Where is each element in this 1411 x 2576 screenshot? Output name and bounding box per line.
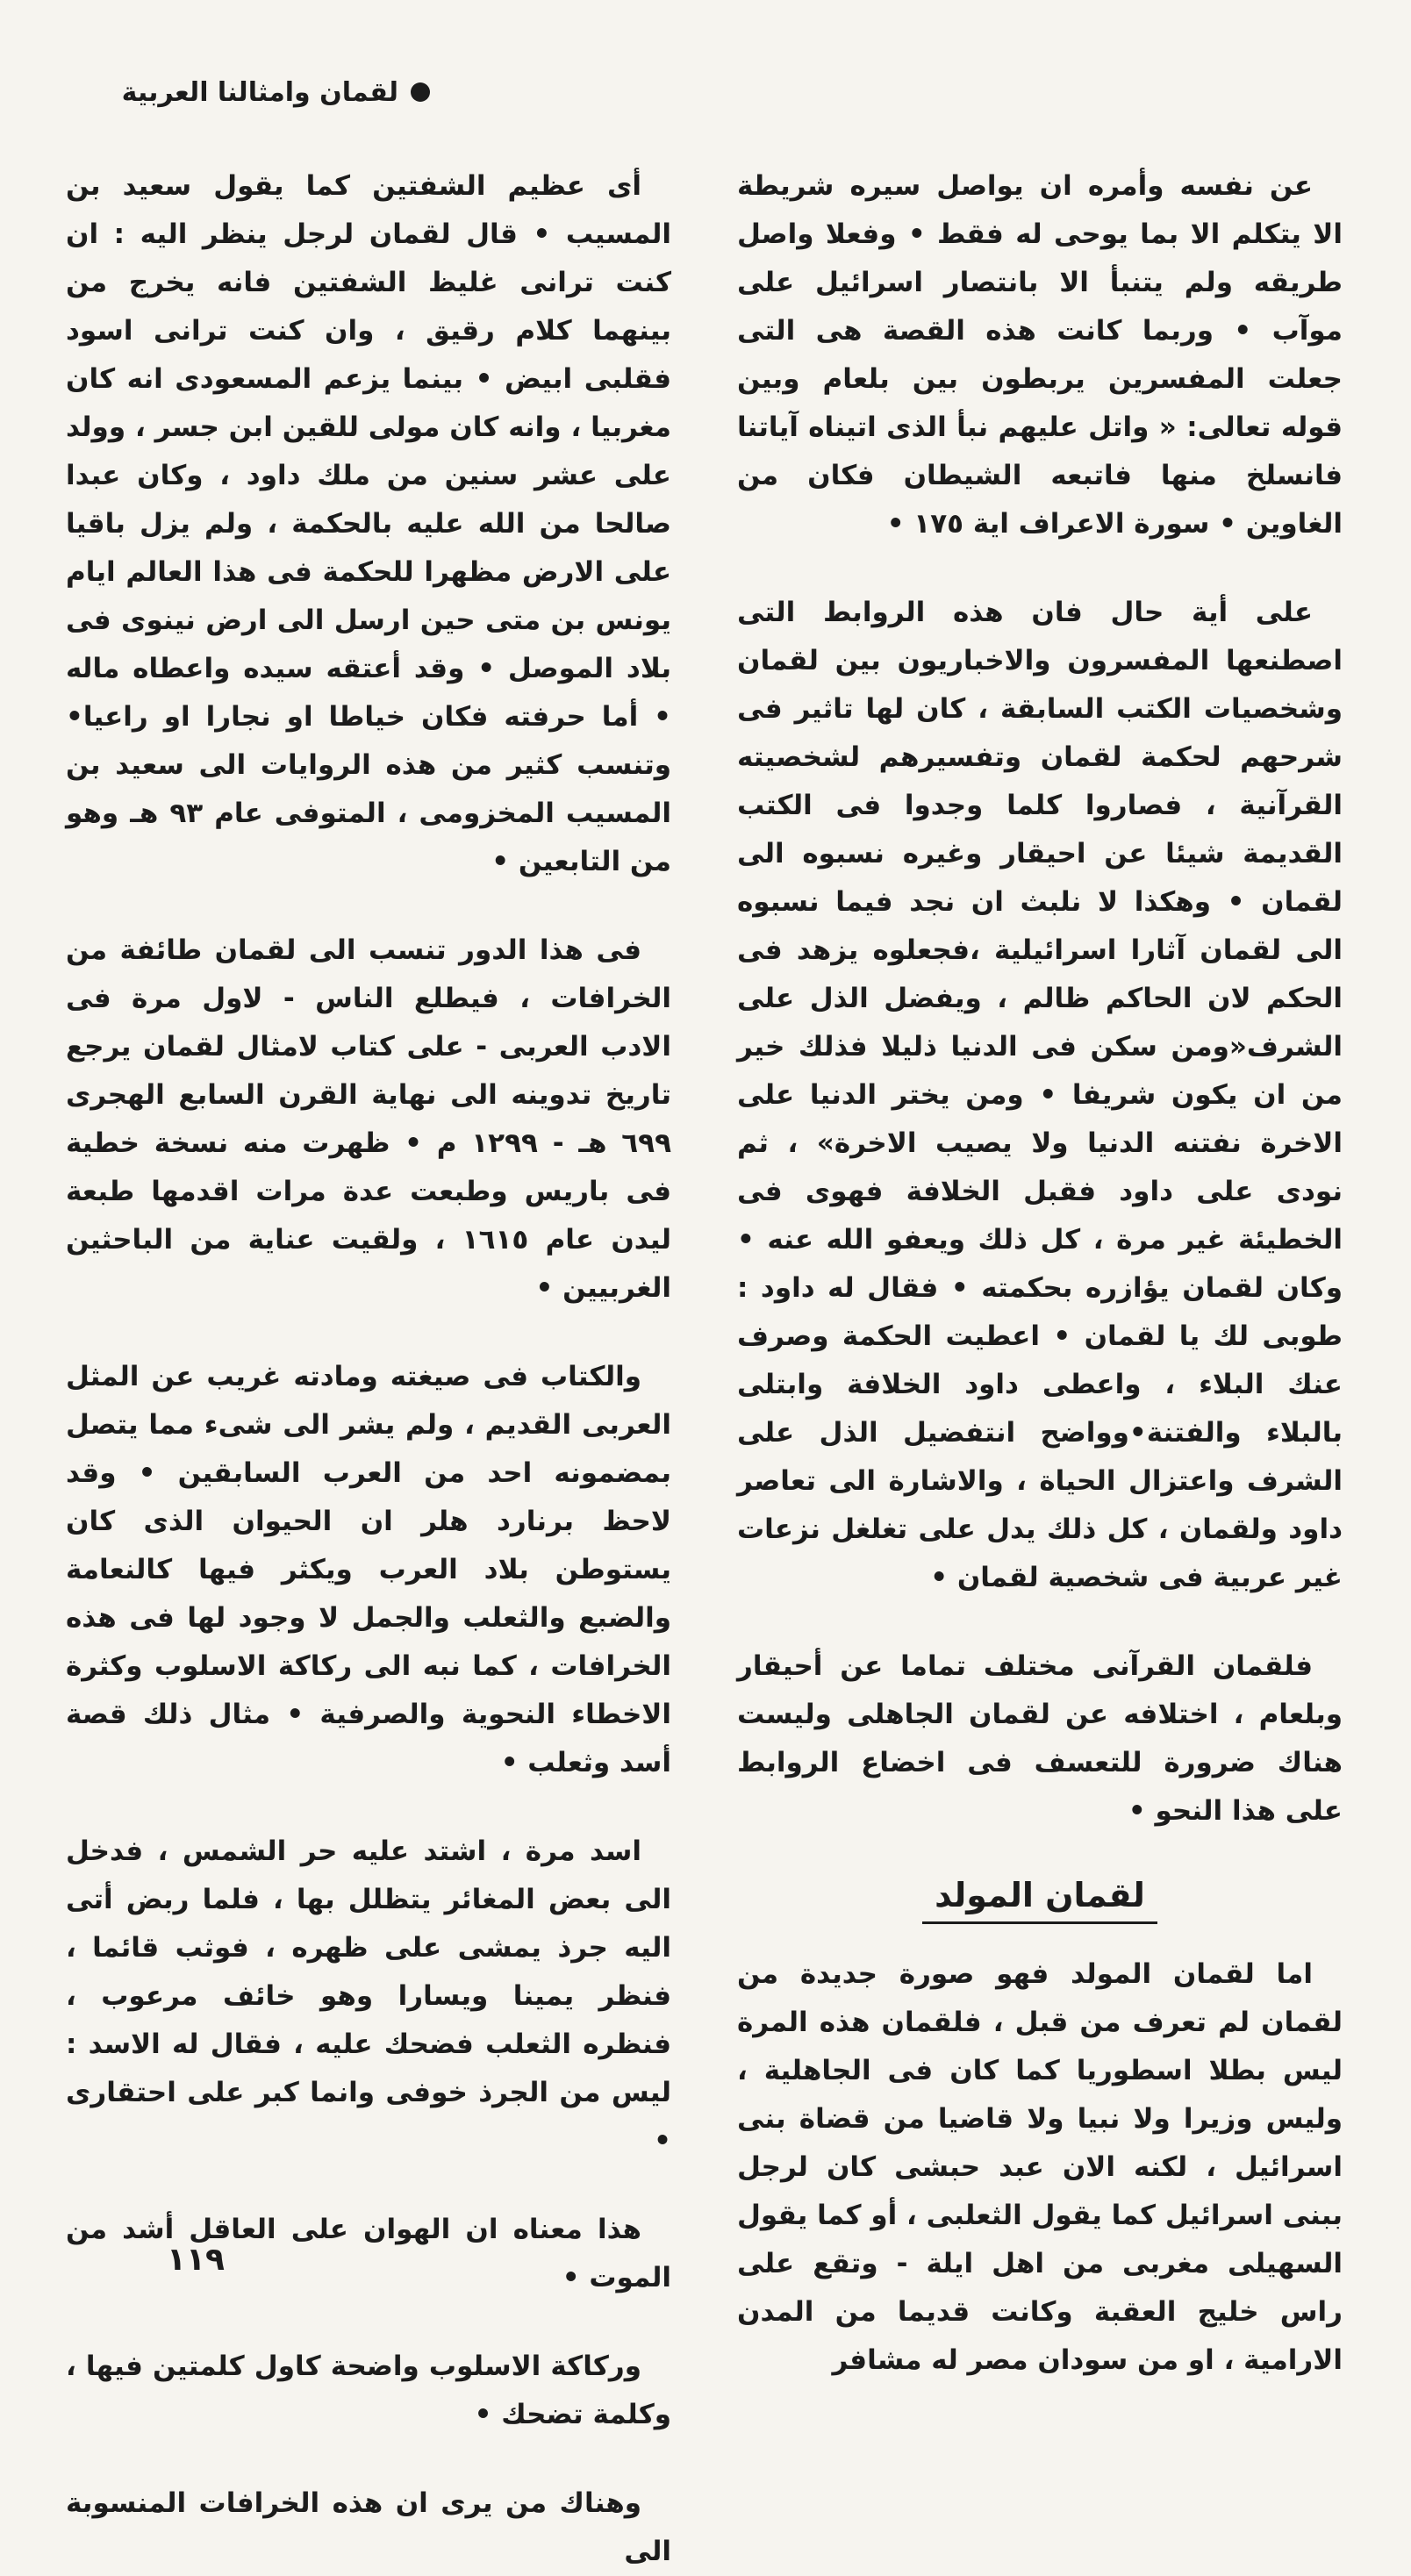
right-column — [737, 162, 1343, 2376]
page-number: ١١٩ — [167, 2242, 225, 2278]
bullet-icon — [411, 82, 430, 102]
paragraph: اما لقمان المولد فهو صورة جديدة من لقمان لم تعرف من قبل ، فلقمان هذه المرة ليس بطلا اسطوريا كما كان فى الجاهلية ، وليس وزيرا ولا نبيا ولا قاضيا من قضاة بنى اسرائيل ، لكنه الان عبد حبشى كان لرجل ببنى اسرائيل كما يقول الثعلبى ، أو كما يقول السهيلى مغربى من اهل ايلة - وتقع على راس خليج العقبة وكانت قديما من المدن الارامية ، او من سودان مصر له مشافر — [737, 1958, 1343, 2376]
paragraph: فى هذا الدور تنسب الى لقمان طائفة من الخرافات ، فيطلع الناس - لاول مرة فى الادب العربى - على كتاب لامثال لقمان يرجع تاريخ تدوينه الى نهاية القرن السابع الهجرى ٦٩٩ هـ - ١٢٩٩ م • ظهرت منه نسخة خطية فى باريس وطبعت عدة مرات اقدمها طبعة ليدن عام ١٦١٥ ، ولقيت عناية من الباحثين الغربيين • — [66, 934, 672, 1304]
paragraph: على أية حال فان هذه الروابط التى اصطنعها المفسرون والاخباريون بين لقمان وشخصيات الكتب السابقة ، كان لها تاثير فى شرحهم لحكمة لقمان وتفسيرهم لشخصيته القرآنية ، فصاروا كلما وجدوا فى الكتب القديمة شيئا عن احيقار وغيره نسبوه الى لقمان • وهكذا لا نلبث ان نجد فيما نسبوه الى لقمان آثارا اسرائيلية ،فجعلوه يزهد فى الحكم لان الحاكم ظالم ، ويفضل الذل على الشرف«ومن سكن فى الدنيا ذليلا فذلك خير من ان يكون شريفا • ومن يختر الدنيا على الاخرة نفتنه الدنيا ولا يصيب الاخرة» ، ثم نودى على داود فقبل الخلافة فهوى فى الخطيئة غير مرة ، كل ذلك ويعفو الله عنه • وكان لقمان يؤازره بحكمته • فقال له داود : طوبى لك يا لقمان • اعطيت الحكمة وصرف عنك البلاء ، واعطى داود الخلافة وابتلى بالبلاء والفتنة•وواضح انتفضيل الذل على الشرف واعتزال الحياة ، والاشارة الى تعاصر داود ولقمان ، كل ذلك يدل على تغلغل نزعات غير عربية فى شخصية لقمان • — [737, 597, 1343, 1593]
paragraph: هذا معناه ان الهوان على العاقل أشد من الموت • — [66, 2214, 671, 2293]
paragraph: عن نفسه وأمره ان يواصل سيره شريطة الا يتكلم الا بما يوحى له فقط • وفعلا واصل طريقه ولم يتنبأ الا بانتصار اسرائيل على موآب • وربما كانت هذه القصة هى التى جعلت المفسرين يربطون بين بلعام وبين قوله تعالى: « واتل عليهم نبأ الذى اتيناه آياتنا فانسلخ منها فاتبعه الشيطان فكان من الغاوين • سورة الاعراف اية ١٧٥ • — [737, 170, 1343, 540]
section-heading-text: لقمان المولد — [922, 1876, 1157, 1924]
running-header — [61, 68, 430, 116]
paragraph: والكتاب فى صيغته ومادته غريب عن المثل العربى القديم ، ولم يشر الى شىء مما يتصل بمضمونه احد من العرب السابقين • وقد لاحظ برنارد هلر ان الحيوان الذى كان يستوطن بلاد العرب ويكثر فيها كالنعامة والضبع والثعلب والجمل لا وجود لها فى هذه الخرافات ، كما نبه الى ركاكة الاسلوب وكثرة الاخطاء النحوية والصرفية • مثال ذلك قصة أسد وثعلب • — [66, 1361, 671, 1778]
section-heading — [737, 1876, 1343, 1924]
paragraph: وركاكة الاسلوب واضحة كاول كلمتين فيها ، وكلمة تضحك • — [66, 2351, 671, 2430]
paragraph: وهناك من يرى ان هذه الخرافات المنسوبة الى — [66, 2487, 671, 2567]
paragraph: اسد مرة ، اشتد عليه حر الشمس ، فدخل الى بعض المغائر يتظلل بها ، فلما ربض أتى اليه جرذ يمشى على ظهره ، فوثب قائما ، فنظر يمينا ويسارا وهو خائف مرعوب ، فنظره الثعلب فضحك عليه ، فقال له الاسد : ليس من الجرذ خوفى وانما كبر على احتقارى • — [66, 1835, 671, 2157]
paragraph: فلقمان القرآنى مختلف تماما عن أحيقار وبلعام ، اختلافه عن لقمان الجاهلى وليست هناك ضرورة للتعسف فى اخضاع الروابط على هذا النحو • — [737, 1650, 1343, 1827]
paragraph: أى عظيم الشفتين كما يقول سعيد بن المسيب • قال لقمان لرجل ينظر اليه : ان كنت ترانى غليظ الشفتين فانه يخرج من بينهما كلام رقيق ، وان كنت ترانى اسود فقلبى ابيض • بينما يزعم المسعودى انه كان مغربيا ، وانه كان مولى للقين ابن جسر ، وولد على عشر سنين من ملك داود ، وكان عبدا صالحا من الله عليه بالحكمة ، ولم يزل باقيا على الارض مظهرا للحكمة فى هذا العالم ايام يونس بن متى حين ارسل الى ارض نينوى فى بلاد الموصل • وقد أعتقه سيده واعطاه ماله • أما حرفته فكان خياطا او نجارا او راعيا• وتنسب كثير من هذه الروايات الى سعيد بن المسيب المخزومى ، المتوفى عام ٩٣ هـ وهو من التابعين • — [66, 170, 671, 877]
running-header-title: لقمان وامثالنا العربية — [121, 76, 398, 108]
